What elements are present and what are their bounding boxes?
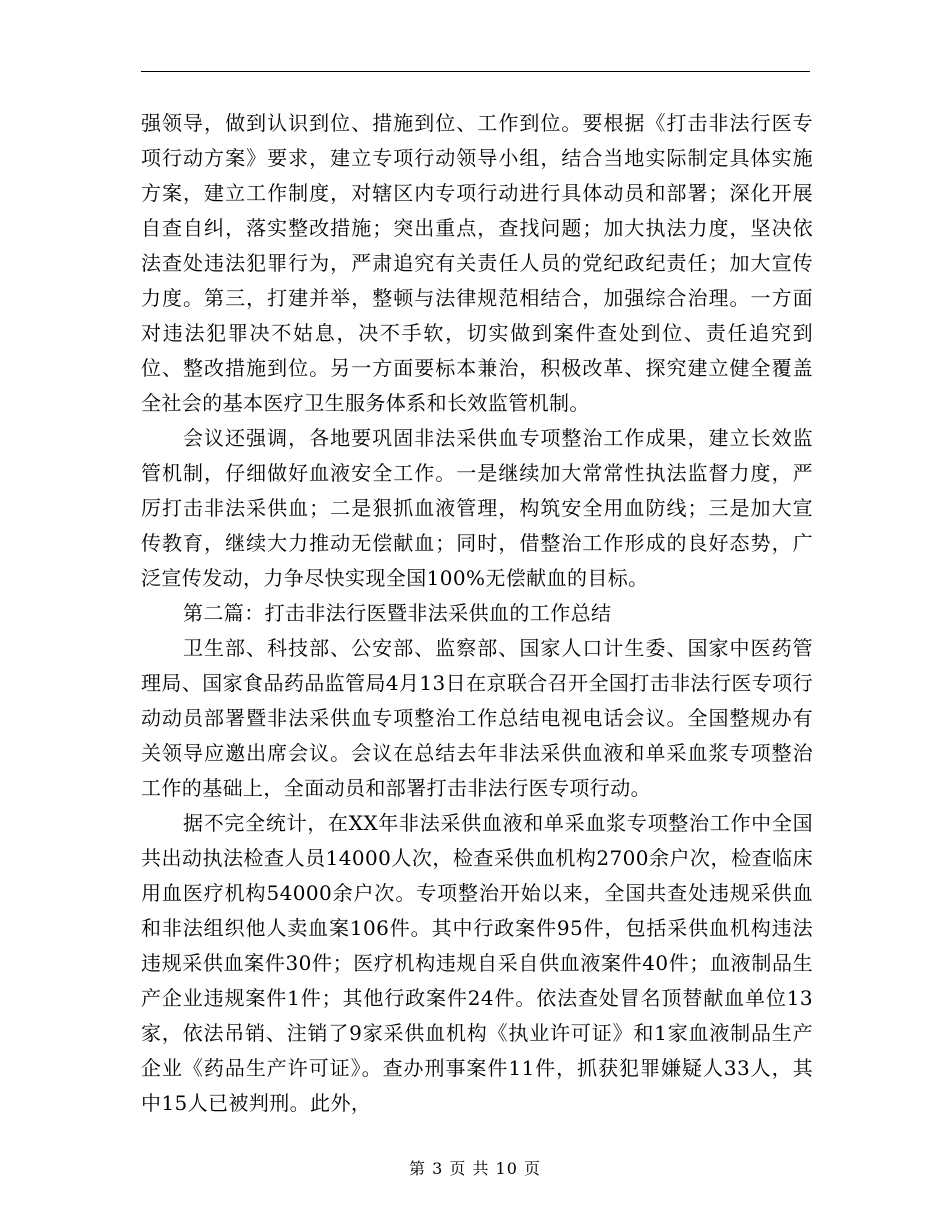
body-text [141,106,813,1121]
paragraph-continued: 强领导，做到认识到位、措施到位、工作到位。要根据《打击非法行医专项行动方案》要求，建立专项行动领导小组，结合当地实际制定具体实施方案，建立工作制度，对辖区内专项行动进行具体动员和部署；深化开展自查自纠，落实整改措施；突出重点，查找问题；加大执法力度，坚决依法查处违法犯罪行为，严肃追究有关责任人员的党纪政纪责任；加大宣传力度。第三，打建并举，整顿与法律规范相结合，加强综合治理。一方面对违法犯罪决不姑息，决不手软，切实做到案件查处到位、责任追究到位、整改措施到位。另一方面要标本兼治，积极改革、探究建立健全覆盖全社会的基本医疗卫生服务体系和长效监管机制。 [141,111,813,415]
paragraph-conference: 卫生部、科技部、公安部、监察部、国家人口计生委、国家中医药管理局、国家食品药品监管局4月13日在京联合召开全国打击非法行医专项行动动员部署暨非法采供血专项整治工作总结电视电话会议。全国整规办有关领导应邀出席会议。会议在总结去年非法采供血液和单采血浆专项整治工作的基础上，全面动员和部署打击非法行医专项行动。 [141,636,813,800]
paragraph-meeting-emphasis: 会议还强调，各地要巩固非法采供血专项整治工作成果，建立长效监管机制，仔细做好血液安全工作。一是继续加大常常性执法监督力度，严厉打击非法采供血；二是狠抓血液管理，构筑安全用血防线；三是加大宣传教育，继续大力推动无偿献血；同时，借整治工作形成的良好态势，广泛宣传发动，力争尽快实现全国100%无偿献血的目标。 [141,426,813,590]
page-footer: 第 3 页 共 10 页 [409,1159,541,1178]
section-heading: 第二篇：打击非法行医暨非法采供血的工作总结 [183,601,612,625]
paragraph-statistics: 据不完全统计，在XX年非法采供血液和单采血浆专项整治工作中全国共出动执法检查人员14000人次，检查采供血机构2700余户次，检查临床用血医疗机构54000余户次。专项整治开始以来，全国共查处违规采供血和非法组织他人卖血案106件。其中行政案件95件，包括采供血机构违法违规采供血案件30件；医疗机构违规自采自供血液案件40件；血液制品生产企业违规案件1件；其他行政案件24件。依法查处冒名顶替献血单位13家，依法吊销、注销了9家采供血机构《执业许可证》和1家血液制品生产企业《药品生产许可证》。查办刑事案件11件，抓获犯罪嫌疑人33人，其中15人已被判刑。此外， [141,811,813,1115]
header-rule [141,71,810,72]
